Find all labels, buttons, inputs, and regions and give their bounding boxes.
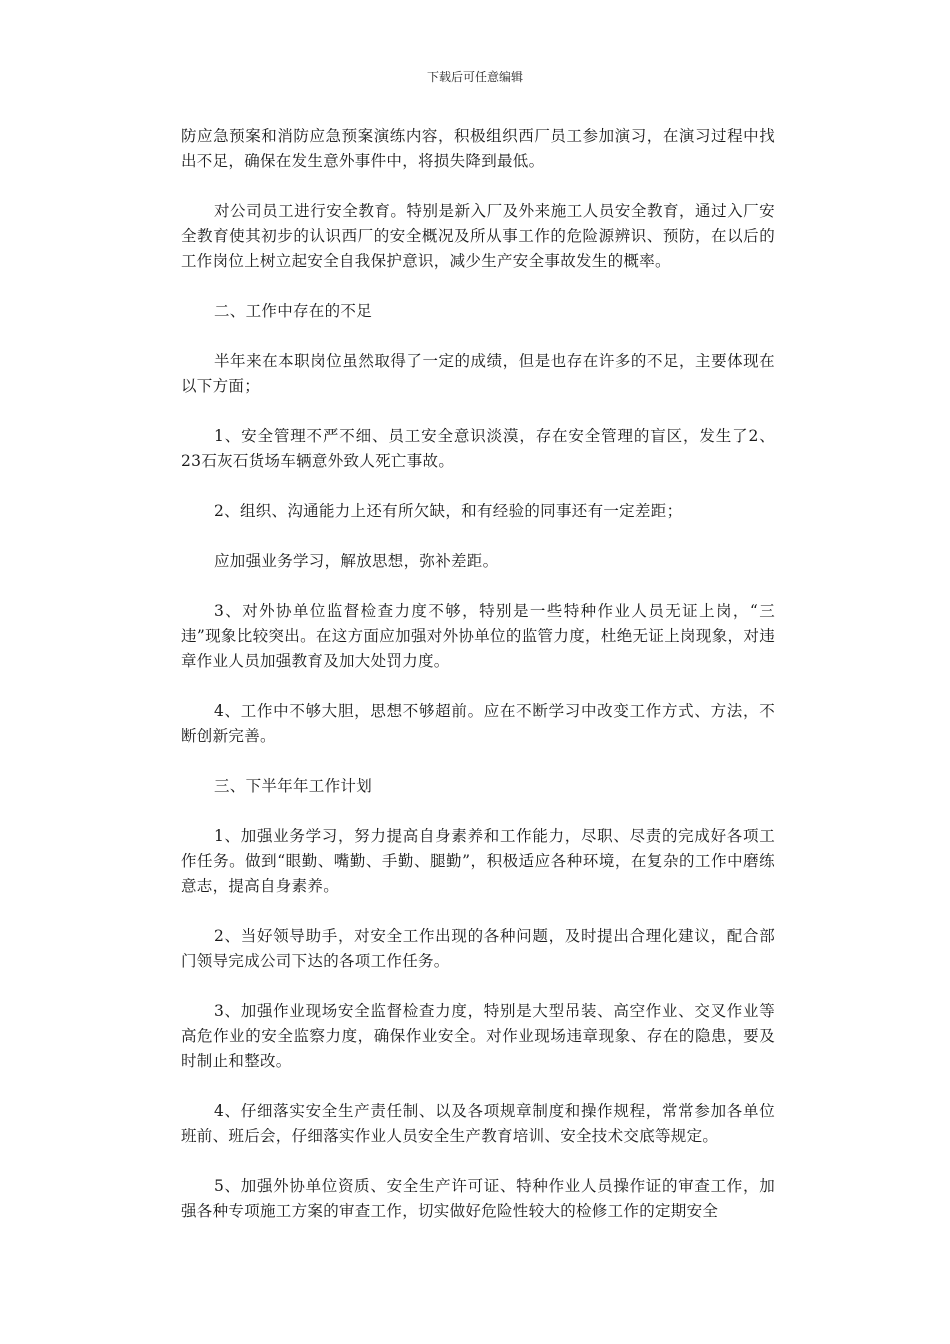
list-item: 2、当好领导助手，对安全工作出现的各种问题，及时提出合理化建议，配合部门领导完成公司下达的各项工作任务。 [181, 927, 775, 970]
list-item: 1、安全管理不严不细、员工安全意识淡漠，存在安全管理的盲区，发生了2、23石灰石货场车辆意外致人死亡事故。 [181, 427, 775, 470]
paragraph: 防应急预案和消防应急预案演练内容，积极组织西厂员工参加演习，在演习过程中找出不足，确保在发生意外事件中，将损失降到最低。 [181, 127, 775, 170]
paragraph: 对公司员工进行安全教育。特别是新入厂及外来施工人员安全教育，通过入厂安全教育使其初步的认识西厂的安全概况及所从事工作的危险源辨识、预防，在以后的工作岗位上树立起安全自我保护意识，减少生产安全事故发生的概率。 [181, 202, 775, 270]
list-item: 1、加强业务学习，努力提高自身素养和工作能力，尽职、尽责的完成好各项工作任务。做到“眼勤、嘴勤、手勤、腿勤”，积极适应各种环境，在复杂的工作中磨练意志，提高自身素养。 [181, 827, 775, 895]
list-item: 3、加强作业现场安全监督检查力度，特别是大型吊装、高空作业、交叉作业等高危作业的安全监察力度，确保作业安全。对作业现场违章现象、存在的隐患，要及时制止和整改。 [181, 1002, 775, 1070]
section-heading: 三、下半年年工作计划 [214, 777, 373, 795]
section-heading: 二、工作中存在的不足 [214, 302, 373, 320]
list-item: 4、工作中不够大胆，思想不够超前。应在不断学习中改变工作方式、方法，不断创新完善。 [181, 702, 775, 745]
list-item: 5、加强外协单位资质、安全生产许可证、特种作业人员操作证的审查工作，加强各种专项施工方案的审查工作，切实做好危险性较大的检修工作的定期安全 [181, 1177, 775, 1220]
list-item: 4、仔细落实安全生产责任制、以及各项规章制度和操作规程，常常参加各单位班前、班后会，仔细落实作业人员安全生产教育培训、安全技术交底等规定。 [181, 1102, 775, 1145]
list-item: 2、组织、沟通能力上还有所欠缺，和有经验的同事还有一定差距； [214, 502, 683, 520]
paragraph: 应加强业务学习，解放思想，弥补差距。 [214, 552, 499, 570]
paragraph: 半年来在本职岗位虽然取得了一定的成绩，但是也存在许多的不足，主要体现在以下方面； [181, 352, 775, 395]
document-body [181, 124, 775, 1249]
page-header: 下载后可任意编辑 [426, 70, 523, 84]
list-item: 3、对外协单位监督检查力度不够，特别是一些特种作业人员无证上岗，“三违”现象比较突出。在这方面应加强对外协单位的监管力度，杜绝无证上岗现象，对违章作业人员加强教育及加大处罚力度。 [181, 602, 775, 670]
